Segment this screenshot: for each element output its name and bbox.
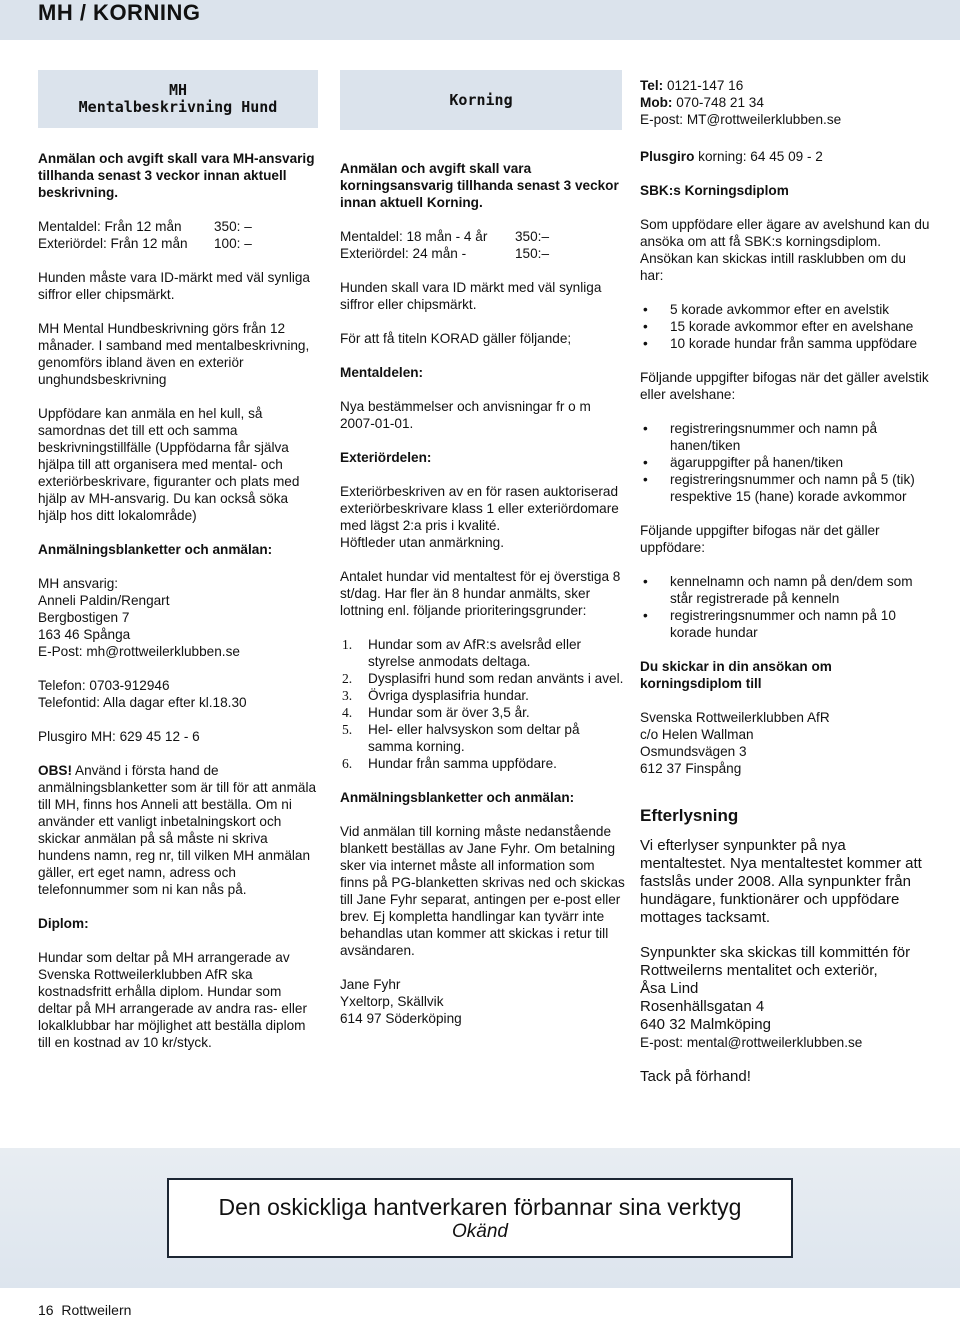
breeder-list: [640, 573, 930, 641]
mental-text: Nya bestämmelser och anvisningar fr o m 2007-01-01.: [340, 399, 591, 431]
fee-label: Exteriördel: Från 12 mån: [38, 236, 188, 251]
list-item: • registreringsnummer och namn på 5 (tik) respektive 15 (hane) korade avkommor: [640, 471, 930, 505]
mh-intro: Anmälan och avgift skall vara MH-ansvarig tillhanda senast 3 veckor innan aktuell beskrivning.: [38, 151, 315, 200]
fee-label: Mentaldel: 18 mån - 4 år: [340, 229, 488, 244]
address-line: Yxeltorp, Skällvik: [340, 994, 444, 1009]
sbk-text: Som uppfödare eller ägare av avelshund kan du ansöka om att få SBK:s korningsdiplom. Ansökan kan skickas intill rasklubben om du har:: [640, 217, 930, 283]
address-line: Rosenhällsgatan 4: [640, 998, 765, 1015]
fee-row: [38, 235, 318, 252]
send-text: Synpunkter ska skickas till kommittén för Rottweilerns mentalitet och exteriör,: [640, 944, 911, 979]
list-number: 4.: [342, 705, 353, 720]
page-title: MH / KORNING: [38, 0, 201, 25]
mental-heading: Mentaldelen:: [340, 365, 424, 380]
mh-title-box: [38, 70, 318, 128]
quote-banner: [0, 1148, 960, 1288]
list-text: Övriga dysplasifria hundar.: [368, 688, 529, 703]
fee-value: 350: –: [214, 219, 252, 234]
address-line: 612 37 Finspång: [640, 761, 742, 776]
phone: Telefon: 0703-912946: [38, 678, 170, 693]
list-number: 3.: [342, 688, 353, 703]
magazine-name: Rottweilern: [61, 1302, 132, 1318]
efterlysning-text: Vi efterlyser synpunkter på nya mentaltestet. Nya mentaltestet kommer att fastslås under 2008. Alla synpunkter från hundägare, funktionärer och uppfödare mottages tacksamt.: [640, 837, 922, 926]
send-address: [640, 980, 930, 1034]
page-header: [0, 0, 960, 40]
exterior-heading: Exteriördelen:: [340, 450, 432, 465]
korning-intro: Anmälan och avgift skall vara korningsansvarig tillhanda senast 3 veckor innan aktuell Korning.: [340, 161, 619, 210]
list-item: [340, 636, 625, 670]
obs-text: Använd i första hand de anmälningsblanketter som är till för att anmäla till MH, finns hos Anneli att beställa. Om ni använder ett vanligt inbetalningskort och skickar anmälan på så måste ni skriva hundens namn, reg nr, till vilken MH anmälan gäller, ert eget namn, adress och telefonnummer som ni kan nås på.: [38, 763, 317, 897]
forms-heading: Anmälningsblanketter och anmälan:: [38, 542, 273, 557]
list-item: [340, 704, 625, 721]
korad-text: För att få titeln KORAD gäller följande;: [340, 331, 572, 346]
list-text: Dysplasifri hund som redan använts i avel.: [368, 671, 624, 686]
mh-title-line1: MH: [168, 81, 188, 99]
contact-info: [640, 77, 940, 128]
list-text: Hundar som av AfR:s avelsråd eller styrelse anmodats deltaga.: [368, 637, 582, 669]
plusgiro-value: korning: 64 45 09 - 2: [694, 149, 823, 164]
korning-address: [340, 976, 625, 1027]
fee-label: Exteriördel: 24 mån -: [340, 246, 467, 261]
list-text: Hel- eller halvsyskon som deltar på samma korning.: [368, 722, 580, 754]
exterior-text: Exteriörbeskriven av en för rasen auktoriserad exteriörbeskrivare klass 1 eller exteriördomare med lägst 2:a pris i kvalité.: [340, 484, 619, 533]
efterlysning-heading: Efterlysning: [640, 806, 739, 825]
list-item: • registreringsnummer och namn på 10 korade hundar: [640, 607, 930, 641]
list-text: Hundar från samma uppfödare.: [368, 756, 557, 771]
requirements-list: [640, 301, 930, 352]
address-line: 614 97 Söderköping: [340, 1011, 462, 1026]
korning-title-box: [340, 70, 622, 130]
mob-value: 070-748 21 34: [676, 95, 764, 110]
owner-list: [640, 420, 930, 505]
mental-email[interactable]: E-post: mental@rottweilerklubben.se: [640, 1035, 863, 1050]
breeder-text: Uppfödare kan anmäla en hel kull, så samordnas det till ett och samma beskrivningstillfälle (Uppfödarna får själva hjälpa till att organisera med mental- och exteriörbeskrivare, figuranter och plats med hjälp av MH-ansvarig. Du kan också söka hjälp hos ditt lokalområde): [38, 406, 300, 523]
list-item: • kennelnamn och namn på den/dem som står registrerade på kenneln: [640, 573, 930, 607]
list-item: • registreringsnummer och namn på hanen/tiken: [640, 420, 930, 454]
list-number: 5.: [342, 722, 353, 737]
fee-value: 350:–: [515, 229, 550, 244]
fee-row: [340, 228, 625, 245]
breeder-heading: Följande uppgifter bifogas när det gäller uppfödare:: [640, 523, 880, 555]
list-item: • 15 korade avkommor efter en avelshane: [640, 318, 930, 335]
tel-value: 0121-147 16: [666, 78, 744, 93]
plusgiro-label: Plusgiro: [640, 149, 695, 164]
list-item: • 5 korade avkommor efter en avelstik: [640, 301, 930, 318]
exterior-text-2: Höftleder utan anmärkning.: [340, 535, 504, 550]
korning-forms-heading: Anmälningsblanketter och anmälan:: [340, 790, 575, 805]
email-value[interactable]: MT@rottweilerklubben.se: [686, 112, 842, 127]
mh-column: [38, 150, 318, 1068]
send-heading: Du skickar in din ansökan om korningsdiplom till: [640, 659, 832, 691]
list-item: [340, 670, 625, 687]
email-label: E-post:: [640, 112, 684, 127]
plusgiro-korning: [640, 148, 930, 165]
address-line: Anneli Paldin/Rengart: [38, 593, 170, 608]
sbk-heading: SBK:s Korningsdiplom: [640, 183, 789, 198]
obs-paragraph: [38, 762, 318, 898]
address-line: Svenska Rottweilerklubben AfR: [640, 710, 830, 725]
page-number: 16: [38, 1302, 54, 1318]
fee-value: 150:–: [515, 246, 550, 261]
diplom-text: Hundar som deltar på MH arrangerade av Svenska Rottweilerklubben AfR ska kostnadsfritt erhålla diplom. Hundar som deltar på MH arrangerade av andra ras- eller lokalklubbar har möjlighet att beställa diplom till en kostnad av 10 kr/styck.: [38, 950, 307, 1050]
fee-label: Mentaldel: Från 12 mån: [38, 219, 182, 234]
fee-row: [340, 245, 625, 262]
plusgiro-mh: Plusgiro MH: 629 45 12 - 6: [38, 729, 200, 744]
mh-title-line2: Mentalbeskrivning Hund: [78, 98, 278, 116]
address-line: Jane Fyhr: [340, 977, 401, 992]
quote-text: Den oskickliga hantverkaren förbannar sina verktyg: [218, 1194, 742, 1220]
mob-label: Mob:: [640, 95, 673, 110]
quote-box: [167, 1178, 793, 1258]
list-number: 1.: [342, 637, 353, 652]
address-line: 640 32 Malmköping: [640, 1016, 771, 1033]
list-item: • 10 korade hundar från samma uppfödare: [640, 335, 930, 352]
diplom-column: [640, 148, 930, 1086]
korning-title: Korning: [449, 91, 513, 109]
address-line: E-Post: mh@rottweilerklubben.se: [38, 644, 240, 659]
list-number: 6.: [342, 756, 353, 771]
address-line: 163 46 Spånga: [38, 627, 131, 642]
mh-id-text: Hunden måste vara ID-märkt med väl synliga siffror eller chipsmärkt.: [38, 270, 310, 302]
count-text: Antalet hundar vid mentaltest för ej överstiga 8 st/dag. Har fler än 8 hundar anmälts, sker lottning enl. följande prioriteringsgrunder:: [340, 569, 621, 618]
list-text: Hundar som är över 3,5 år.: [368, 705, 530, 720]
page-footer: [38, 1302, 131, 1318]
list-item: [340, 755, 625, 772]
korning-column: [340, 160, 625, 1027]
fee-row: [38, 218, 318, 235]
address-line: Åsa Lind: [640, 980, 699, 997]
address-line: Osmundsvägen 3: [640, 744, 747, 759]
diplom-address: [640, 709, 930, 777]
address-line: Bergbostigen 7: [38, 610, 130, 625]
thanks-text: Tack på förhand!: [640, 1068, 751, 1085]
fee-value: 100: –: [214, 236, 252, 251]
tel-label: Tel:: [640, 78, 664, 93]
priority-list: [340, 636, 625, 772]
list-number: 2.: [342, 671, 353, 686]
quote-author: Okänd: [452, 1221, 508, 1242]
korning-id-text: Hunden skall vara ID märkt med väl synliga siffror eller chipsmärkt.: [340, 280, 602, 312]
mh-info-text: MH Mental Hundbeskrivning görs från 12 månader. I samband med mentalbeskrivning, genomförs ibland även en exteriör unghundsbeskrivning: [38, 321, 310, 387]
list-item: [340, 687, 625, 704]
korning-forms-text: Vid anmälan till korning måste nedanstående blankett beställas av Jane Fyhr. Om betalning sker via internet måste all information som finns på PG-blanketten skrivas ned och skickas till Jane Fyhr separat, antingen per e-post eller brev. Ej kompletta handlingar kan tyvärr inte behandlas utan kommer att skickas i retur till avsändaren.: [340, 824, 625, 958]
address-line: c/o Helen Wallman: [640, 727, 754, 742]
diplom-heading: Diplom:: [38, 916, 89, 931]
list-item: [340, 721, 625, 755]
owner-heading: Följande uppgifter bifogas när det gäller avelstik eller avelshane:: [640, 370, 929, 402]
phone-time: Telefontid: Alla dagar efter kl.18.30: [38, 695, 247, 710]
address-line: MH ansvarig:: [38, 576, 119, 591]
obs-label: OBS!: [38, 763, 72, 778]
mh-address: [38, 575, 318, 660]
list-item: • ägaruppgifter på hanen/tiken: [640, 454, 930, 471]
